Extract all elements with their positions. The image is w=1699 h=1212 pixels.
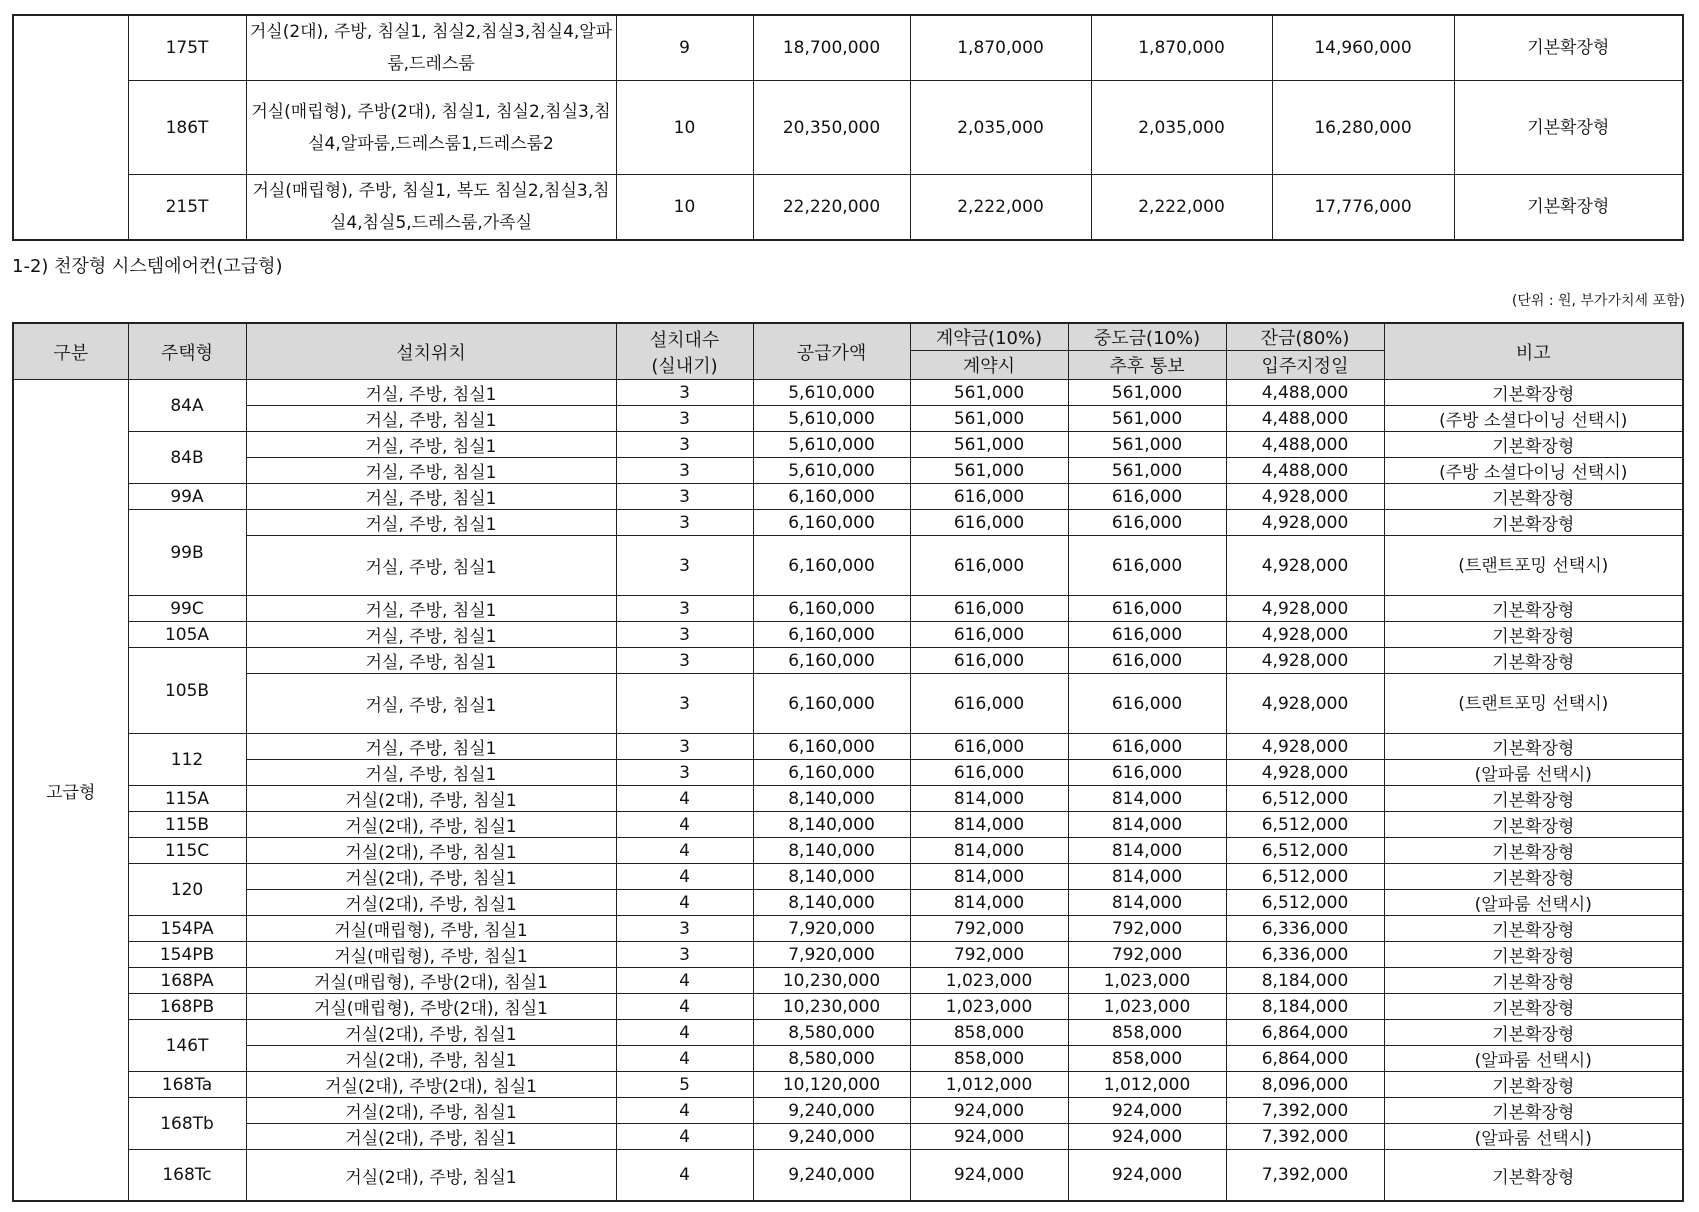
note-cell: 기본확장형 <box>1384 942 1683 968</box>
house-type-cell: 115B <box>128 812 246 838</box>
balance-cell: 16,280,000 <box>1272 81 1454 175</box>
units-cell: 4 <box>616 1124 753 1150</box>
balance-cell: 4,928,000 <box>1226 760 1384 786</box>
note-cell: 기본확장형 <box>1384 786 1683 812</box>
middle-cell: 858,000 <box>1068 1020 1226 1046</box>
location-cell: 거실, 주방, 침실1 <box>246 674 616 734</box>
table-row <box>13 942 1683 968</box>
note-cell: (트랜트포밍 선택시) <box>1384 536 1683 596</box>
location-cell: 거실(2대), 주방, 침실1 <box>246 1020 616 1046</box>
house-type-cell: 120 <box>128 864 246 916</box>
middle-cell: 2,222,000 <box>1091 175 1272 241</box>
balance-cell: 4,488,000 <box>1226 380 1384 406</box>
units-cell: 4 <box>616 994 753 1020</box>
header-supply: 공급가액 <box>753 323 910 380</box>
balance-cell: 6,512,000 <box>1226 812 1384 838</box>
units-cell: 3 <box>616 760 753 786</box>
supply-cell: 8,140,000 <box>753 838 910 864</box>
contract-cell: 561,000 <box>910 406 1068 432</box>
supply-cell: 6,160,000 <box>753 760 910 786</box>
balance-cell: 4,488,000 <box>1226 458 1384 484</box>
contract-cell: 858,000 <box>910 1046 1068 1072</box>
table-row <box>13 15 1683 81</box>
table-row <box>13 510 1683 536</box>
middle-cell: 616,000 <box>1068 596 1226 622</box>
balance-cell: 14,960,000 <box>1272 15 1454 81</box>
house-type-cell: 115C <box>128 838 246 864</box>
location-cell: 거실, 주방, 침실1 <box>246 760 616 786</box>
balance-cell: 6,336,000 <box>1226 916 1384 942</box>
header-units-line1: 설치대수 <box>649 329 720 351</box>
middle-cell: 616,000 <box>1068 734 1226 760</box>
units-cell: 3 <box>616 734 753 760</box>
supply-cell: 6,160,000 <box>753 510 910 536</box>
note-cell: 기본확장형 <box>1384 1150 1683 1202</box>
house-type-cell: 105A <box>128 622 246 648</box>
location-cell: 거실, 주방, 침실1 <box>246 622 616 648</box>
middle-cell: 561,000 <box>1068 406 1226 432</box>
note-cell: (알파룸 선택시) <box>1384 1046 1683 1072</box>
contract-cell: 616,000 <box>910 648 1068 674</box>
contract-cell: 792,000 <box>910 916 1068 942</box>
location-cell: 거실(2대), 주방, 침실1, 침실2,침실3,침실4,알파룸,드레스룸 <box>246 15 616 81</box>
units-cell: 9 <box>616 15 753 81</box>
supply-cell: 20,350,000 <box>753 81 910 175</box>
note-cell: (주방 소셜다이닝 선택시) <box>1384 406 1683 432</box>
supply-cell: 9,240,000 <box>753 1150 910 1202</box>
location-cell: 거실(2대), 주방, 침실1 <box>246 864 616 890</box>
supply-cell: 7,920,000 <box>753 942 910 968</box>
balance-cell: 17,776,000 <box>1272 175 1454 241</box>
table-row <box>13 968 1683 994</box>
units-cell: 4 <box>616 786 753 812</box>
supply-cell: 5,610,000 <box>753 406 910 432</box>
location-cell: 거실, 주방, 침실1 <box>246 484 616 510</box>
middle-cell: 924,000 <box>1068 1124 1226 1150</box>
units-cell: 3 <box>616 596 753 622</box>
contract-cell: 616,000 <box>910 760 1068 786</box>
header-middle-sub: 추후 통보 <box>1068 351 1226 380</box>
contract-cell: 924,000 <box>910 1150 1068 1202</box>
header-balance: 잔금(80%) <box>1226 323 1384 351</box>
balance-cell: 4,928,000 <box>1226 596 1384 622</box>
contract-cell: 561,000 <box>910 380 1068 406</box>
table-row <box>13 622 1683 648</box>
location-cell: 거실(매립형), 주방, 침실1 <box>246 942 616 968</box>
header-category: 구분 <box>13 323 128 380</box>
balance-cell: 8,184,000 <box>1226 968 1384 994</box>
house-type-cell: 99C <box>128 596 246 622</box>
location-cell: 거실(2대), 주방, 침실1 <box>246 1124 616 1150</box>
location-cell: 거실(매립형), 주방(2대), 침실1 <box>246 968 616 994</box>
note-cell: 기본확장형 <box>1454 15 1683 81</box>
note-cell: 기본확장형 <box>1384 622 1683 648</box>
note-cell: 기본확장형 <box>1384 838 1683 864</box>
note-cell: 기본확장형 <box>1384 1020 1683 1046</box>
contract-cell: 858,000 <box>910 1020 1068 1046</box>
location-cell: 거실(매립형), 주방(2대), 침실1 <box>246 994 616 1020</box>
contract-cell: 1,870,000 <box>910 15 1091 81</box>
middle-cell: 561,000 <box>1068 380 1226 406</box>
balance-cell: 4,928,000 <box>1226 484 1384 510</box>
units-cell: 4 <box>616 864 753 890</box>
middle-cell: 814,000 <box>1068 864 1226 890</box>
middle-cell: 616,000 <box>1068 484 1226 510</box>
units-cell: 3 <box>616 916 753 942</box>
units-cell: 3 <box>616 536 753 596</box>
units-cell: 3 <box>616 458 753 484</box>
location-cell: 거실(2대), 주방, 침실1 <box>246 838 616 864</box>
balance-cell: 6,336,000 <box>1226 942 1384 968</box>
house-type-cell: 99A <box>128 484 246 510</box>
middle-cell: 616,000 <box>1068 536 1226 596</box>
header-balance-sub: 입주지정일 <box>1226 351 1384 380</box>
contract-cell: 924,000 <box>910 1098 1068 1124</box>
contract-cell: 616,000 <box>910 596 1068 622</box>
location-cell: 거실, 주방, 침실1 <box>246 380 616 406</box>
units-cell: 4 <box>616 1098 753 1124</box>
supply-cell: 8,140,000 <box>753 786 910 812</box>
table-row <box>13 1124 1683 1150</box>
table-row <box>13 838 1683 864</box>
supply-cell: 8,140,000 <box>753 864 910 890</box>
supply-cell: 8,140,000 <box>753 890 910 916</box>
table-row <box>13 406 1683 432</box>
supply-cell: 9,240,000 <box>753 1124 910 1150</box>
house-type-cell: 84A <box>128 380 246 432</box>
balance-cell: 4,928,000 <box>1226 648 1384 674</box>
location-cell: 거실, 주방, 침실1 <box>246 734 616 760</box>
contract-cell: 814,000 <box>910 786 1068 812</box>
middle-cell: 2,035,000 <box>1091 81 1272 175</box>
house-type-cell: 115A <box>128 786 246 812</box>
units-cell: 3 <box>616 380 753 406</box>
house-type-cell: 99B <box>128 510 246 596</box>
middle-cell: 792,000 <box>1068 916 1226 942</box>
note-cell: 기본확장형 <box>1384 380 1683 406</box>
note-cell: 기본확장형 <box>1384 510 1683 536</box>
supply-cell: 10,230,000 <box>753 968 910 994</box>
contract-cell: 814,000 <box>910 864 1068 890</box>
table-row <box>13 994 1683 1020</box>
house-type-cell: 175T <box>128 15 246 81</box>
contract-cell: 616,000 <box>910 536 1068 596</box>
balance-cell: 7,392,000 <box>1226 1098 1384 1124</box>
table-row <box>13 1098 1683 1124</box>
location-cell: 거실(2대), 주방, 침실1 <box>246 1150 616 1202</box>
note-cell: 기본확장형 <box>1384 432 1683 458</box>
house-type-cell: 168PA <box>128 968 246 994</box>
note-cell: 기본확장형 <box>1454 81 1683 175</box>
table-row <box>13 1020 1683 1046</box>
header-note: 비고 <box>1384 323 1683 380</box>
table-row <box>13 81 1683 175</box>
contract-cell: 561,000 <box>910 432 1068 458</box>
table-row <box>13 674 1683 734</box>
location-cell: 거실, 주방, 침실1 <box>246 432 616 458</box>
balance-cell: 6,512,000 <box>1226 786 1384 812</box>
supply-cell: 6,160,000 <box>753 596 910 622</box>
location-cell: 거실(2대), 주방, 침실1 <box>246 1046 616 1072</box>
balance-cell: 4,928,000 <box>1226 622 1384 648</box>
table-row <box>13 536 1683 596</box>
supply-cell: 22,220,000 <box>753 175 910 241</box>
table-row <box>13 1046 1683 1072</box>
header-contract-sub: 계약시 <box>910 351 1068 380</box>
table-row <box>13 1072 1683 1098</box>
units-cell: 3 <box>616 648 753 674</box>
balance-cell: 8,184,000 <box>1226 994 1384 1020</box>
units-cell: 3 <box>616 510 753 536</box>
location-cell: 거실, 주방, 침실1 <box>246 510 616 536</box>
units-cell: 3 <box>616 622 753 648</box>
units-cell: 4 <box>616 890 753 916</box>
units-cell: 3 <box>616 484 753 510</box>
contract-cell: 616,000 <box>910 484 1068 510</box>
table-row <box>13 812 1683 838</box>
middle-cell: 561,000 <box>1068 458 1226 484</box>
middle-cell: 1,023,000 <box>1068 968 1226 994</box>
balance-cell: 7,392,000 <box>1226 1124 1384 1150</box>
middle-cell: 1,012,000 <box>1068 1072 1226 1098</box>
note-cell: 기본확장형 <box>1384 484 1683 510</box>
header-location: 설치위치 <box>246 323 616 380</box>
contract-cell: 616,000 <box>910 734 1068 760</box>
balance-cell: 6,864,000 <box>1226 1046 1384 1072</box>
balance-cell: 4,928,000 <box>1226 674 1384 734</box>
balance-cell: 4,928,000 <box>1226 510 1384 536</box>
middle-cell: 924,000 <box>1068 1098 1226 1124</box>
contract-cell: 814,000 <box>910 838 1068 864</box>
contract-cell: 2,222,000 <box>910 175 1091 241</box>
table-row <box>13 1150 1683 1202</box>
table-row <box>13 760 1683 786</box>
middle-cell: 616,000 <box>1068 648 1226 674</box>
note-cell: (알파룸 선택시) <box>1384 760 1683 786</box>
supply-cell: 6,160,000 <box>753 536 910 596</box>
balance-cell: 7,392,000 <box>1226 1150 1384 1202</box>
note-cell: (트랜트포밍 선택시) <box>1384 674 1683 734</box>
supply-cell: 6,160,000 <box>753 648 910 674</box>
contract-cell: 561,000 <box>910 458 1068 484</box>
middle-cell: 1,023,000 <box>1068 994 1226 1020</box>
note-cell: 기본확장형 <box>1384 994 1683 1020</box>
header-middle: 중도금(10%) <box>1068 323 1226 351</box>
units-cell: 3 <box>616 674 753 734</box>
supply-cell: 6,160,000 <box>753 622 910 648</box>
supply-cell: 6,160,000 <box>753 484 910 510</box>
units-cell: 3 <box>616 406 753 432</box>
contract-cell: 616,000 <box>910 674 1068 734</box>
balance-cell: 6,864,000 <box>1226 1020 1384 1046</box>
balance-cell: 4,928,000 <box>1226 536 1384 596</box>
table-row <box>13 916 1683 942</box>
house-type-cell: 215T <box>128 175 246 241</box>
middle-cell: 814,000 <box>1068 786 1226 812</box>
location-cell: 거실(2대), 주방, 침실1 <box>246 812 616 838</box>
contract-cell: 814,000 <box>910 812 1068 838</box>
note-cell: 기본확장형 <box>1384 968 1683 994</box>
supply-cell: 8,580,000 <box>753 1046 910 1072</box>
note-cell: (주방 소셜다이닝 선택시) <box>1384 458 1683 484</box>
location-cell: 거실, 주방, 침실1 <box>246 648 616 674</box>
house-type-cell: 154PA <box>128 916 246 942</box>
note-cell: 기본확장형 <box>1384 1098 1683 1124</box>
header-units-line2: (실내기) <box>651 355 718 377</box>
note-cell: (알파룸 선택시) <box>1384 1124 1683 1150</box>
note-cell: 기본확장형 <box>1384 1072 1683 1098</box>
table-row <box>13 786 1683 812</box>
middle-cell: 858,000 <box>1068 1046 1226 1072</box>
note-cell: 기본확장형 <box>1384 916 1683 942</box>
middle-cell: 616,000 <box>1068 674 1226 734</box>
location-cell: 거실(매립형), 주방, 침실1 <box>246 916 616 942</box>
note-cell: 기본확장형 <box>1384 648 1683 674</box>
middle-cell: 814,000 <box>1068 838 1226 864</box>
location-cell: 거실, 주방, 침실1 <box>246 536 616 596</box>
units-cell: 10 <box>616 175 753 241</box>
units-cell: 4 <box>616 812 753 838</box>
supply-cell: 9,240,000 <box>753 1098 910 1124</box>
table-row <box>13 734 1683 760</box>
supply-cell: 10,230,000 <box>753 994 910 1020</box>
note-cell: (알파룸 선택시) <box>1384 890 1683 916</box>
supply-cell: 18,700,000 <box>753 15 910 81</box>
units-cell: 4 <box>616 1046 753 1072</box>
units-cell: 4 <box>616 1150 753 1202</box>
house-type-cell: 168PB <box>128 994 246 1020</box>
table-row <box>13 458 1683 484</box>
location-cell: 거실, 주방, 침실1 <box>246 596 616 622</box>
supply-cell: 5,610,000 <box>753 458 910 484</box>
header-contract: 계약금(10%) <box>910 323 1068 351</box>
table-row <box>13 484 1683 510</box>
section-title: 1-2) 천장형 시스템에어컨(고급형) <box>12 256 283 277</box>
contract-cell: 792,000 <box>910 942 1068 968</box>
contract-cell: 924,000 <box>910 1124 1068 1150</box>
table-row <box>13 596 1683 622</box>
house-type-cell: 186T <box>128 81 246 175</box>
contract-cell: 616,000 <box>910 510 1068 536</box>
contract-cell: 1,012,000 <box>910 1072 1068 1098</box>
house-type-cell: 154PB <box>128 942 246 968</box>
balance-cell: 4,928,000 <box>1226 734 1384 760</box>
contract-cell: 1,023,000 <box>910 994 1068 1020</box>
middle-cell: 616,000 <box>1068 510 1226 536</box>
table-row <box>13 890 1683 916</box>
note-cell: 기본확장형 <box>1454 175 1683 241</box>
supply-cell: 6,160,000 <box>753 734 910 760</box>
units-cell: 4 <box>616 1020 753 1046</box>
units-cell: 4 <box>616 968 753 994</box>
note-cell: 기본확장형 <box>1384 596 1683 622</box>
units-cell: 3 <box>616 942 753 968</box>
location-cell: 거실(2대), 주방(2대), 침실1 <box>246 1072 616 1098</box>
balance-cell: 6,512,000 <box>1226 890 1384 916</box>
balance-cell: 8,096,000 <box>1226 1072 1384 1098</box>
balance-cell: 6,512,000 <box>1226 864 1384 890</box>
supply-cell: 8,580,000 <box>753 1020 910 1046</box>
balance-cell: 6,512,000 <box>1226 838 1384 864</box>
supply-cell: 7,920,000 <box>753 916 910 942</box>
middle-cell: 616,000 <box>1068 622 1226 648</box>
supply-cell: 10,120,000 <box>753 1072 910 1098</box>
note-cell: 기본확장형 <box>1384 734 1683 760</box>
supply-cell: 8,140,000 <box>753 812 910 838</box>
location-cell: 거실(2대), 주방, 침실1 <box>246 786 616 812</box>
middle-cell: 616,000 <box>1068 760 1226 786</box>
house-type-cell: 168Tc <box>128 1150 246 1202</box>
category-cell <box>13 15 128 240</box>
house-type-cell: 84B <box>128 432 246 484</box>
middle-cell: 792,000 <box>1068 942 1226 968</box>
contract-cell: 616,000 <box>910 622 1068 648</box>
note-cell: 기본확장형 <box>1384 812 1683 838</box>
balance-cell: 4,488,000 <box>1226 432 1384 458</box>
contract-cell: 2,035,000 <box>910 81 1091 175</box>
location-cell: 거실(매립형), 주방, 침실1, 복도 침실2,침실3,침실4,침실5,드레스룸,가족실 <box>246 175 616 241</box>
house-type-cell: 112 <box>128 734 246 786</box>
middle-cell: 814,000 <box>1068 890 1226 916</box>
table-row <box>13 648 1683 674</box>
ac-price-table <box>12 322 1684 1202</box>
supply-cell: 5,610,000 <box>753 380 910 406</box>
location-cell: 거실(2대), 주방, 침실1 <box>246 1098 616 1124</box>
house-type-cell: 168Tb <box>128 1098 246 1150</box>
unit-note: (단위 : 원, 부가가치세 포함) <box>1511 293 1685 309</box>
middle-cell: 1,870,000 <box>1091 15 1272 81</box>
header-house-type: 주택형 <box>128 323 246 380</box>
contract-cell: 814,000 <box>910 890 1068 916</box>
table-row <box>13 864 1683 890</box>
units-cell: 3 <box>616 432 753 458</box>
table-row <box>13 380 1683 406</box>
location-cell: 거실(매립형), 주방(2대), 침실1, 침실2,침실3,침실4,알파룸,드레스룸1,드레스룸2 <box>246 81 616 175</box>
house-type-cell: 105B <box>128 648 246 734</box>
location-cell: 거실, 주방, 침실1 <box>246 406 616 432</box>
location-cell: 거실(2대), 주방, 침실1 <box>246 890 616 916</box>
top-price-table <box>12 14 1684 241</box>
location-cell: 거실, 주방, 침실1 <box>246 458 616 484</box>
house-type-cell: 168Ta <box>128 1072 246 1098</box>
house-type-cell: 146T <box>128 1020 246 1072</box>
table-row <box>13 175 1683 241</box>
middle-cell: 561,000 <box>1068 432 1226 458</box>
middle-cell: 814,000 <box>1068 812 1226 838</box>
supply-cell: 6,160,000 <box>753 674 910 734</box>
category-cell: 고급형 <box>13 380 128 1202</box>
note-cell: 기본확장형 <box>1384 864 1683 890</box>
units-cell: 10 <box>616 81 753 175</box>
units-cell: 5 <box>616 1072 753 1098</box>
balance-cell: 4,488,000 <box>1226 406 1384 432</box>
units-cell: 4 <box>616 838 753 864</box>
table-row <box>13 432 1683 458</box>
header-units <box>616 323 753 380</box>
contract-cell: 1,023,000 <box>910 968 1068 994</box>
middle-cell: 924,000 <box>1068 1150 1226 1202</box>
supply-cell: 5,610,000 <box>753 432 910 458</box>
